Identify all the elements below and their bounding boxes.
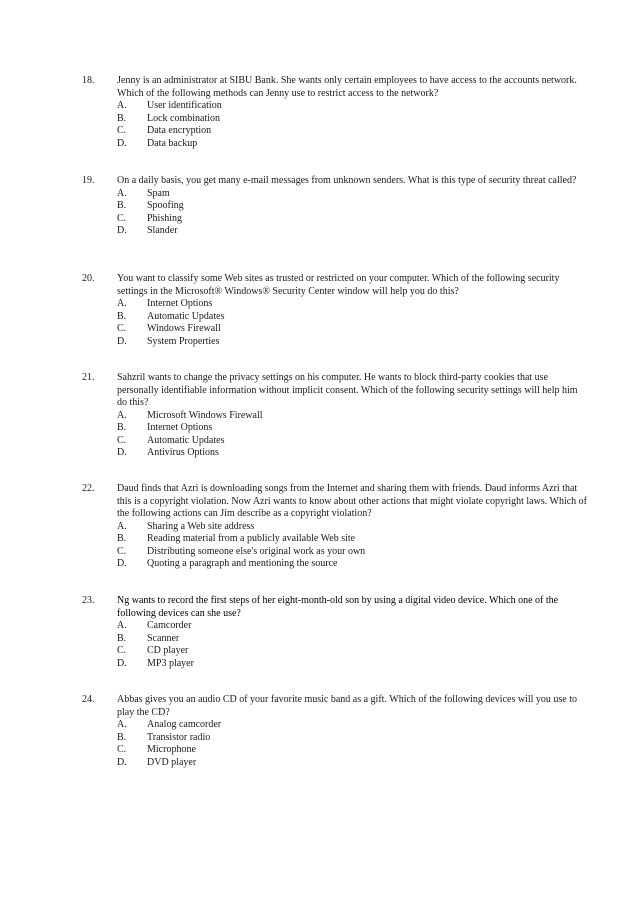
option-text: Reading material from a publicly available Web site <box>147 533 356 544</box>
option-letter: D. <box>117 137 127 149</box>
option-c <box>117 323 587 336</box>
option-letter: C. <box>117 744 127 755</box>
option-c <box>117 546 587 559</box>
question-text: Jenny is an administrator at SIBU Bank. She wants only certain employees to have access to the accounts network. Which of the following methods can Jenny use to restrict access to the network? <box>117 75 577 99</box>
question-number: 18. <box>82 75 95 86</box>
option-text: Windows Firewall <box>147 323 221 334</box>
question-body <box>117 483 587 571</box>
option-letter: A. <box>117 298 127 309</box>
question-number: 19. <box>82 175 95 186</box>
question-number: 23. <box>82 595 95 606</box>
option-letter: A. <box>117 409 127 421</box>
option-text: Data backup <box>147 137 198 149</box>
option-d <box>117 757 587 770</box>
option-letter: A. <box>117 620 127 631</box>
question-number: 21. <box>82 372 95 383</box>
question-number: 20. <box>82 273 95 284</box>
option-b <box>117 422 587 435</box>
question-body <box>117 175 587 238</box>
option-a <box>117 188 587 201</box>
option-letter: D. <box>117 225 127 236</box>
option-b <box>117 732 587 745</box>
question-text: Sahzril wants to change the privacy settings on his computer. He wants to block third-party cookies that use personally identifiable information without implicit consent. Which of the following security settings will help him do this? <box>117 372 578 408</box>
option-a <box>117 298 587 311</box>
option-text: Spam <box>147 187 170 199</box>
option-text: Transistor radio <box>147 731 211 743</box>
option-text: Automatic Updates <box>147 310 225 322</box>
option-b <box>117 113 587 126</box>
option-letter: D. <box>117 657 127 669</box>
option-text: Internet Options <box>147 298 213 309</box>
option-letter: B. <box>117 731 127 743</box>
option-b <box>117 200 587 213</box>
option-text: Analog camcorder <box>147 719 222 730</box>
question-body <box>117 595 587 670</box>
option-list <box>117 298 587 348</box>
option-a <box>117 521 587 534</box>
option-text: Distributing someone else's original work as your own <box>147 545 366 557</box>
option-letter: A. <box>117 187 127 199</box>
option-text: Sharing a Web site address <box>147 520 255 532</box>
option-text: Microphone <box>147 744 196 755</box>
option-text: DVD player <box>147 756 197 768</box>
question-text: You want to classify some Web sites as trusted or restricted on your computer. Which of the following security settings in the Microsoft® Windows® Security Center window will help you do this? <box>117 273 560 297</box>
option-letter: C. <box>117 645 127 656</box>
option-letter: B. <box>117 632 127 644</box>
option-list <box>117 410 587 460</box>
question-text: Daud finds that Azri is downloading songs from the Internet and sharing them with friends. Daud informs Azri that this is a copyright violation. Now Azri wants to know about other actions that might violate copyright laws. Which of the following actions can Jim describe as a copyright violation? <box>117 483 588 519</box>
option-text: Spoofing <box>147 200 184 211</box>
option-list <box>117 188 587 238</box>
option-letter: D. <box>117 447 127 458</box>
option-text: Quoting a paragraph and mentioning the source <box>147 558 338 569</box>
option-text: Microsoft Windows Firewall <box>147 409 263 421</box>
option-text: MP3 player <box>147 657 194 669</box>
question-body <box>117 694 587 769</box>
option-d <box>117 558 587 571</box>
question-text: Abbas gives you an audio CD of your favorite music band as a gift. Which of the following devices will you use to play the CD? <box>117 694 577 718</box>
question-text: Ng wants to record the first steps of her eight-month-old son by using a digital video device. Which one of the following devices can she use? <box>117 595 559 619</box>
option-a <box>117 100 587 113</box>
option-letter: A. <box>117 719 127 730</box>
option-list <box>117 620 587 670</box>
option-letter: C. <box>117 323 127 334</box>
option-b <box>117 633 587 646</box>
question-body <box>117 75 587 150</box>
option-list <box>117 719 587 769</box>
option-list <box>117 521 587 571</box>
option-text: System Properties <box>147 335 220 347</box>
option-b <box>117 311 587 324</box>
option-a <box>117 410 587 423</box>
option-text: Internet Options <box>147 422 213 433</box>
option-c <box>117 645 587 658</box>
option-text: Automatic Updates <box>147 434 225 446</box>
option-text: Lock combination <box>147 112 221 124</box>
option-letter: C. <box>117 125 127 136</box>
question-text: On a daily basis, you get many e-mail messages from unknown senders. What is this type of security threat called? <box>117 175 577 186</box>
option-text: Antivirus Options <box>147 447 219 458</box>
option-c <box>117 125 587 138</box>
option-letter: B. <box>117 310 127 322</box>
option-d <box>117 447 587 460</box>
option-d <box>117 336 587 349</box>
question-body <box>117 273 587 348</box>
option-letter: B. <box>117 200 127 211</box>
option-letter: C. <box>117 212 127 224</box>
option-c <box>117 213 587 226</box>
option-letter: B. <box>117 422 127 433</box>
option-letter: B. <box>117 112 127 124</box>
option-text: Phishing <box>147 212 183 224</box>
option-d <box>117 658 587 671</box>
question-number: 22. <box>82 483 95 494</box>
option-b <box>117 533 587 546</box>
option-text: User identification <box>147 100 222 111</box>
question-body <box>117 372 587 460</box>
option-d <box>117 225 587 238</box>
option-list <box>117 100 587 150</box>
option-a <box>117 719 587 732</box>
option-a <box>117 620 587 633</box>
option-letter: A. <box>117 520 127 532</box>
option-letter: C. <box>117 545 127 557</box>
option-text: Slander <box>147 225 178 236</box>
option-text: Scanner <box>147 632 180 644</box>
option-letter: B. <box>117 533 127 544</box>
option-letter: D. <box>117 756 127 768</box>
option-c <box>117 435 587 448</box>
option-text: Data encryption <box>147 125 212 136</box>
question-number: 24. <box>82 694 95 705</box>
option-text: CD player <box>147 645 189 656</box>
option-letter: D. <box>117 558 127 569</box>
option-text: Camcorder <box>147 620 192 631</box>
option-letter: C. <box>117 434 127 446</box>
option-letter: A. <box>117 100 127 111</box>
option-c <box>117 744 587 757</box>
option-d <box>117 138 587 151</box>
option-letter: D. <box>117 335 127 347</box>
